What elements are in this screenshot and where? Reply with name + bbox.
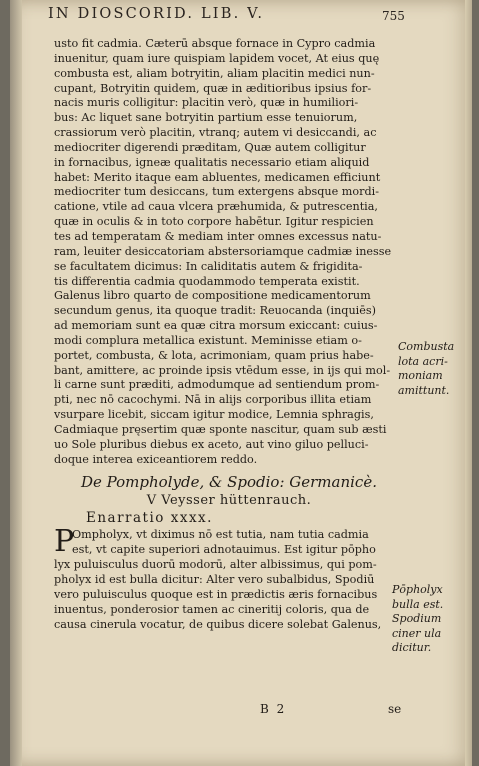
margin-note-pompholyx (392, 583, 443, 656)
text-line: inuenitur, quam iure quispiam lapidem vocet, At eius quę (54, 51, 380, 65)
text-line: vsurpare licebit, siccam igitur modice, Lemnia sphragis, (54, 408, 374, 422)
text-line: uo Sole pluribus diebus ex aceto, aut vino giluo pelluci- (54, 437, 369, 451)
section-heading: De Pompholyde, & Spodio: Germanicè. (81, 473, 377, 492)
text-line: cupant, Botryitin quidem, quæ in æditioribus ipsius for- (54, 81, 372, 95)
text-line: doque interea exiceantiorem reddo. (54, 452, 258, 466)
text-line: pholyx id est bulla dicitur: Alter vero subalbidus, Spodiū (54, 573, 375, 586)
text-line: portet, combusta, & lota, acrimoniam, quam prius habe- (54, 348, 374, 362)
enarratio-label: Enarratio xxxx. (86, 510, 213, 527)
body-text (54, 37, 404, 632)
text-line: mediocriter digerendi præditam, Quæ autem colligitur (54, 140, 366, 154)
text-line: secundum genus, ita quoque tradit: Reuocanda (inquiēs) (54, 304, 376, 318)
margin-note-line: bulla est. (392, 597, 444, 611)
book-page (10, 0, 472, 766)
text-line: combusta est, aliam botryitin, aliam placitin medici nun- (54, 66, 375, 80)
page-number: 755 (382, 9, 405, 23)
text-line: lyx puluisculus duorū modorū, alter albissimus, qui pom- (54, 558, 377, 572)
margin-note-line: lota acri- (398, 354, 448, 368)
page-gutter-shadow (10, 0, 22, 766)
margin-note-combusta (398, 340, 454, 398)
text-line: se facultatem dicimus: In caliditatis autem & frigidita- (54, 259, 363, 273)
page-edge (465, 0, 472, 766)
margin-note-line: Pōpholyx (392, 583, 443, 596)
text-line: Ompholyx, vt diximus nō est tutia, nam tutia cadmia (72, 528, 369, 542)
text-line: li carne sunt præditi, admodumque ad sentiendum prom- (54, 378, 380, 392)
text-line: usto fit cadmia. Cæterū absque fornace in Cypro cadmia (54, 37, 376, 50)
text-line: ad memoriam sunt ea quæ citra morsum exiccant: cuius- (54, 319, 378, 333)
text-line: bus: Ac liquet sane botryitin partium esse tenuiorum, (54, 111, 358, 125)
signature-mark: B 2 (260, 702, 287, 716)
running-head: IN DIOSCORID. LIB. V. (48, 6, 265, 22)
text-line: crassiorum verò placitin, vtranq; autem vi desiccandi, ac (54, 126, 377, 140)
text-line: pti, nec nō cacochymi. Nā in alijs corporibus illita etiam (54, 393, 372, 407)
drop-cap: P (54, 524, 75, 560)
text-line: quæ in oculis & in toto corpore habētur. Igitur respicien (54, 215, 374, 229)
margin-note-line: dicitur. (392, 641, 432, 654)
text-line: nacis muris colligitur: placitin verò, quæ in humiliori- (54, 96, 359, 110)
text-line: tis differentia cadmia quodammodo temperata existit. (54, 274, 360, 288)
text-line: modi complura metallica existunt. Meminisse etiam o- (54, 333, 362, 347)
text-line: Galenus libro quarto de compositione medicamentorum (54, 289, 371, 303)
text-line: catione, vtile ad caua vlcera præhumida, & putrescentia, (54, 200, 378, 214)
text-line: mediocriter tum desiccans, tum extergens absque mordi- (54, 185, 380, 199)
text-line: est, vt capite superiori adnotauimus. Est igitur pōpho (72, 543, 376, 557)
section-subheading: V Veysser hüttenrauch. (146, 493, 312, 509)
paragraph-2 (54, 524, 404, 632)
margin-note-line: amittunt. (398, 383, 450, 397)
catchword: se (388, 702, 402, 716)
margin-note-line: ciner ula (392, 626, 442, 640)
text-line: causa cinerula vocatur, de quibus dicere solebat Galenus, (54, 617, 382, 631)
text-line: ram, leuiter desiccatoriam abstersoriamque cadmiæ inesse (54, 244, 392, 258)
margin-note-line: Spodium (392, 612, 442, 625)
paragraph-1 (54, 37, 404, 467)
margin-note-line: Combusta (398, 340, 455, 353)
text-line: bant, amittere, ac proinde ipsis vtēdum esse, in ijs qui mol- (54, 363, 391, 377)
text-line: tes ad temperatam & mediam inter omnes excessus natu- (54, 229, 382, 243)
margin-note-line: moniam (398, 369, 443, 382)
text-line: habet: Merito itaque eam abluentes, medicamen efficiunt (54, 170, 381, 184)
text-line: Cadmiaque pręsertim quæ sponte nascitur, quam sub æsti (54, 422, 387, 436)
text-line: vero puluisculus quoque est in prædictis æris fornacibus (54, 587, 378, 601)
text-line: inuentus, ponderosior tamen ac cineritij coloris, qua de (54, 602, 370, 616)
text-line: in fornacibus, igneæ qualitatis necessario etiam aliquid (54, 155, 370, 169)
